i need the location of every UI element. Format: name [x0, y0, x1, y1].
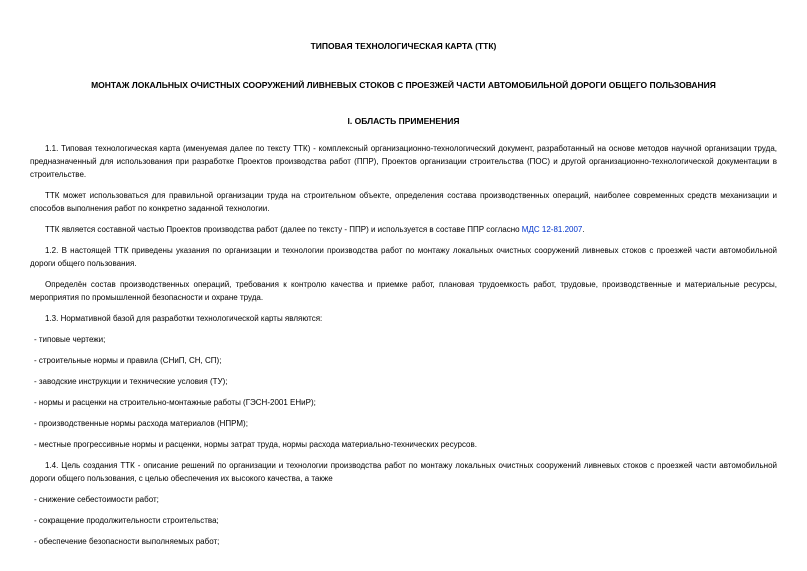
section-heading: I. ОБЛАСТЬ ПРИМЕНЕНИЯ — [347, 116, 460, 126]
list-item-normative-3: - заводские инструкции и технические условия (ТУ); — [34, 377, 228, 386]
list-item-goal-1: - снижение себестоимости работ; — [34, 495, 159, 504]
link-mds-12-81-2007[interactable]: МДС 12-81.2007 — [521, 225, 583, 234]
paragraph-ttk-composition-text: ТТК является составной частью Проектов производства работ (далее по тексту - ППР) и используется в составе ППР согласно — [45, 225, 522, 234]
doc-title: ТИПОВАЯ ТЕХНОЛОГИЧЕСКАЯ КАРТА (ТТК) — [310, 41, 497, 51]
list-item-normative-1: - типовые чертежи; — [34, 335, 106, 344]
doc-subtitle: МОНТАЖ ЛОКАЛЬНЫХ ОЧИСТНЫХ СООРУЖЕНИЙ ЛИВНЕВЫХ СТОКОВ С ПРОЕЗЖЕЙ ЧАСТИ АВТОМОБИЛЬНОЙ ДОРОГИ ОБЩЕГО ПОЛЬЗОВАНИЯ — [91, 80, 716, 90]
paragraph-ttk-composition-period: . — [582, 225, 585, 234]
list-item-goal-3: - обеспечение безопасности выполняемых работ; — [34, 537, 220, 546]
list-item-normative-2: - строительные нормы и правила (СНиП, СН, СП); — [34, 356, 222, 365]
list-item-normative-4: - нормы и расценки на строительно-монтажные работы (ГЭСН-2001 ЕНиР); — [34, 398, 316, 407]
paragraph-opredelen: Определён состав производственных операций, требования к контролю качества и приемке работ, плановая трудоемкость работ, трудовые, производственные и материальные ресурсы, мероприятия по промышленной безопасности и охране труда. — [30, 280, 777, 302]
paragraph-ttk-composition — [30, 223, 777, 236]
list-item-normative-5: - производственные нормы расхода материалов (НПРМ); — [34, 419, 248, 428]
list-item-goal-2: - сокращение продолжительности строительства; — [34, 516, 219, 525]
paragraph-1-3: 1.3. Нормативной базой для разработки технологической карты являются: — [45, 314, 323, 323]
paragraph-1-4: 1.4. Цель создания ТТК - описание решений по организации и технологии производства работ по монтажу локальных очистных сооружений ливневых стоков с проезжей части автомобильной дороги общего пользования, с целью обеспечения их высокого качества, а также — [30, 461, 777, 483]
paragraph-ttk-usage: ТТК может использоваться для правильной организации труда на строительном объекте, определения состава производственных операций, наиболее современных средств механизации и способов выполнения работ по конкретно заданной технологии. — [30, 191, 777, 213]
paragraph-1-1: 1.1. Типовая технологическая карта (именуемая далее по тексту ТТК) - комплексный организационно-технологический документ, разработанный на основе методов научной организации труда, предназначенный для использования при разработке Проектов производства работ (ППР), Проектов организации строительства (ПОС) и другой организационно-технологической документации в строительстве. — [30, 144, 777, 179]
paragraph-1-2: 1.2. В настоящей ТТК приведены указания по организации и технологии производства работ по монтажу локальных очистных сооружений ливневых стоков с проезжей части автомобильной дороги общего пользования. — [30, 246, 777, 268]
list-item-normative-6: - местные прогрессивные нормы и расценки, нормы затрат труда, нормы расхода материально-технических ресурсов. — [34, 440, 477, 449]
